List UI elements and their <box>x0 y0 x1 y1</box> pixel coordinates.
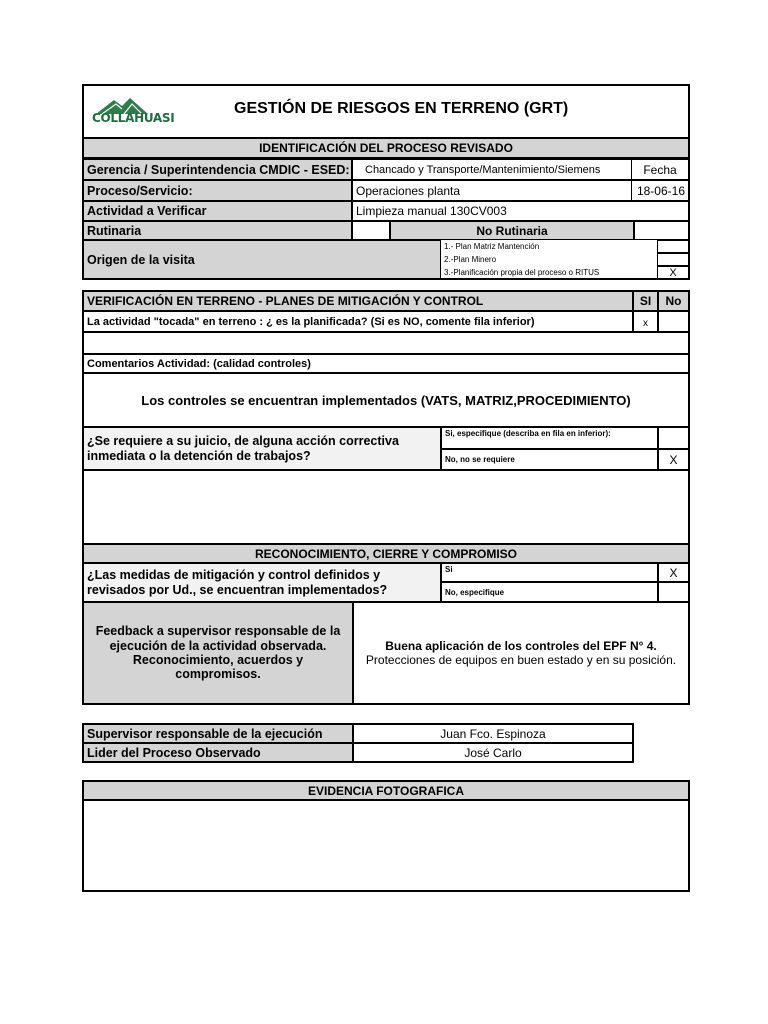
origen-option-2: 2.-Plan Minero <box>444 255 497 264</box>
planificada-comment-row <box>82 332 690 354</box>
proceso-label: Proceso/Servicio: <box>82 180 352 201</box>
page-title: GESTIÓN DE RIESGOS EN TERRENO (GRT) <box>234 100 569 117</box>
medidas-no-mark <box>658 582 690 602</box>
evidencia-section-title: EVIDENCIA FOTOGRAFICA <box>82 780 690 801</box>
origen-mark-3: X <box>657 266 690 280</box>
comentarios-value: Los controles se encuentran implementados (VATS, MATRIZ,PROCEDIMIENTO) <box>82 373 690 427</box>
origen-mark-2 <box>657 253 690 266</box>
origen-option-3: 3.-Planificación propia del proceso o RITUS <box>441 266 657 280</box>
evidencia-photo-area <box>82 801 690 892</box>
actividad-value: Limpieza manual 130CV003 <box>352 201 690 221</box>
accion-question: ¿Se requiere a su juicio, de alguna acción correctiva inmediata o la detención de trabajos? <box>82 427 441 470</box>
medidas-no-label: No, especifique <box>441 582 658 602</box>
origen-label: Origen de la visita <box>82 240 441 280</box>
supervisor-label: Supervisor responsable de la ejecución <box>82 723 353 743</box>
rutinaria-label: Rutinaria <box>82 221 352 240</box>
identificacion-section-title: IDENTIFICACIÓN DEL PROCESO REVISADO <box>82 137 690 159</box>
feedback-value <box>353 602 690 705</box>
actividad-label: Actividad a Verificar <box>82 201 352 221</box>
no-rutinaria-label: No Rutinaria <box>390 221 634 240</box>
no-rutinaria-mark <box>634 221 690 240</box>
gerencia-label: Gerencia / Superintendencia CMDIC - ESED: <box>82 159 352 180</box>
medidas-si-mark: X <box>658 563 690 582</box>
reconocimiento-section-title: RECONOCIMIENTO, CIERRE Y COMPROMISO <box>82 544 690 563</box>
collahuasi-logo <box>92 92 192 128</box>
planificada-no-mark <box>658 311 690 332</box>
si-column-header: SI <box>633 290 658 311</box>
lider-value: José Carlo <box>353 743 634 763</box>
accion-no-label: No, no se requiere <box>441 449 658 470</box>
feedback-label: Feedback a supervisor responsable de la ejecución de la actividad observada. Reconocimiento, acuerdos y compromisos. <box>82 602 353 705</box>
planificada-si-mark: x <box>633 311 658 332</box>
accion-description-area <box>82 470 690 544</box>
feedback-line-2: Protecciones de equipos en buen estado y en su posición. <box>365 653 677 667</box>
planificada-question: La actividad "tocada" en terreno : ¿ es la planificada? (Si es NO, comente fila inferior) <box>82 311 633 332</box>
feedback-line-1: Buena aplicación de los controles del EPF N° 4. <box>385 639 657 653</box>
medidas-si-label: Si <box>441 563 658 582</box>
proceso-value: Operaciones planta <box>352 180 632 201</box>
rutinaria-mark <box>352 221 390 240</box>
origen-option-1: 1.- Plan Matriz Mantención <box>444 242 540 251</box>
fecha-label: Fecha <box>632 159 690 180</box>
origen-mark-1 <box>657 240 690 253</box>
comentarios-label: Comentarios Actividad: (calidad controles) <box>82 354 690 373</box>
header-box <box>82 84 690 139</box>
accion-no-mark: X <box>658 449 690 470</box>
accion-si-label: Si, especifique (describa en fila en inferior): <box>441 427 658 449</box>
supervisor-value: Juan Fco. Espinoza <box>353 723 634 743</box>
gerencia-value: Chancado y Transporte/Mantenimiento/Siemens <box>352 159 632 180</box>
medidas-question: ¿Las medidas de mitigación y control definidos y revisados por Ud., se encuentran implementados? <box>82 563 441 602</box>
verificacion-section-title: VERIFICACIÓN EN TERRENO - PLANES DE MITIGACIÓN Y CONTROL <box>82 290 633 311</box>
logo-text: COLLAHUASI <box>92 111 175 125</box>
no-column-header: No <box>658 290 690 311</box>
accion-si-mark <box>658 427 690 449</box>
lider-label: Lider del Proceso Observado <box>82 743 353 763</box>
fecha-value: 18-06-16 <box>632 180 690 201</box>
